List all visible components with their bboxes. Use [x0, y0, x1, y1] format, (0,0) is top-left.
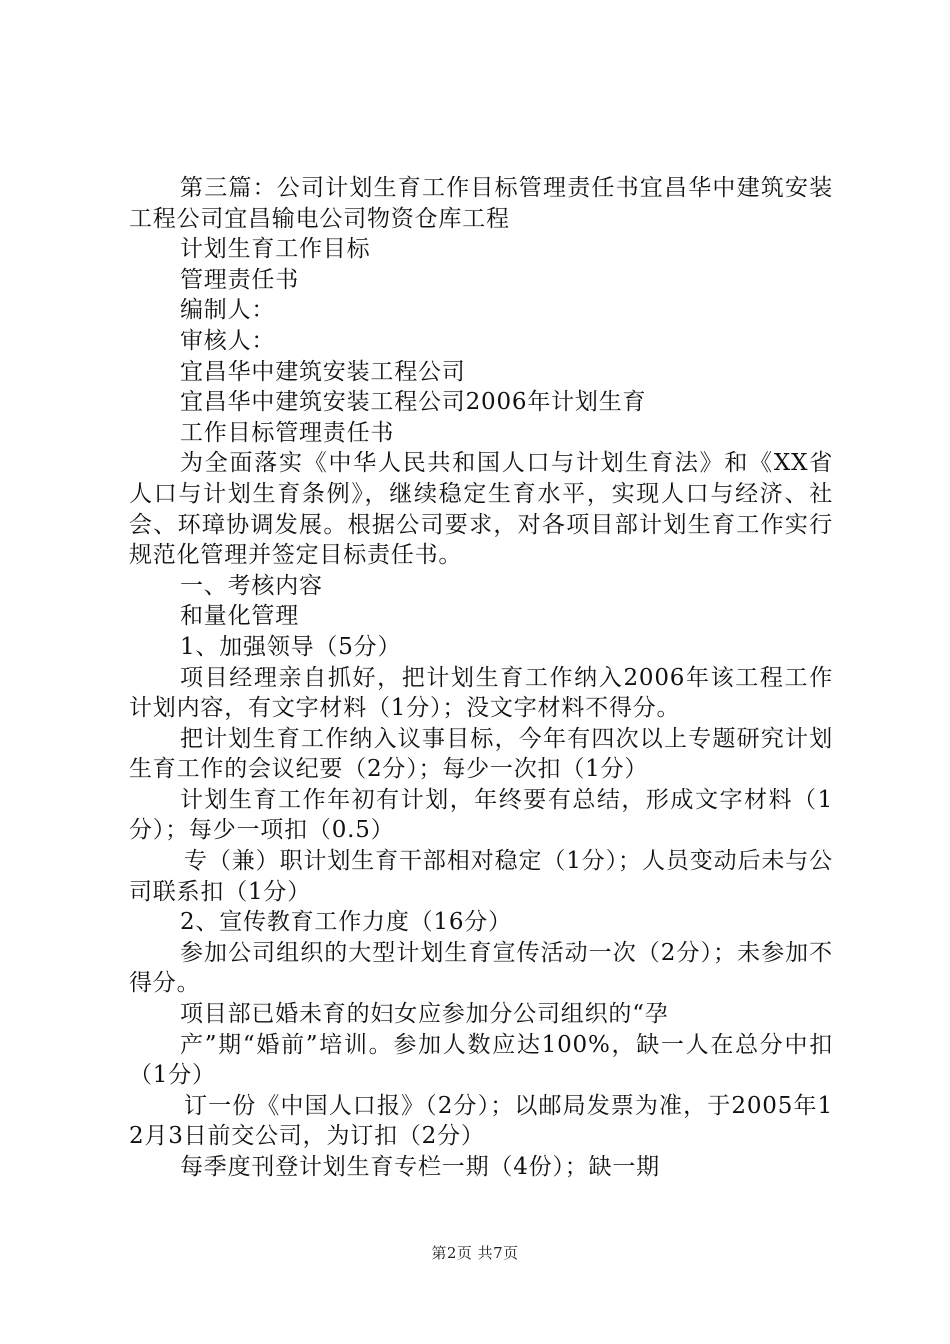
paragraph-editor: 编制人：: [180, 297, 276, 324]
paragraph-intro: 为全面落实《中华人民共和国人口与计划生育法》和《XX省人口与计划生育条例》，继续稳定生育水平，实现人口与经济、社会、环璋协调发展。根据公司要求，对各项目部计划生育工作实行规范化管理并签定目标责任书。: [129, 450, 833, 569]
paragraph-section-1-cont: 和量化管理: [180, 603, 299, 630]
paragraph-section-1: 一、考核内容: [180, 572, 323, 599]
paragraph-item-2-c: 订一份《中国人口报》（2分）；以邮局发票为准，于2005年12月3日前交公司，为订扣（2分）: [129, 1092, 833, 1150]
paragraph-item-2-d: 每季度刊登计划生育专栏一期（4份）；缺一期: [180, 1154, 660, 1180]
paragraph-heading-2: 管理责任书: [180, 266, 299, 293]
paragraph-item-2-b-cont: 产”期“婚前”培训。参加人数应达100%，缺一人在总分中扣（1分）: [129, 1031, 833, 1089]
paragraph-doc-title-2: 工作目标管理责任书: [180, 419, 395, 446]
paragraph-title: 第三篇：公司计划生育工作目标管理责任书宜昌华中建筑安装工程公司宜昌输电公司物资仓库工程: [129, 175, 833, 232]
document-body: [129, 173, 833, 1183]
paragraph-item-1: 1、加强领导（5分）: [180, 633, 402, 660]
paragraph-company: 宜昌华中建筑安装工程公司: [180, 358, 466, 385]
paragraph-item-2: 2、宣传教育工作力度（16分）: [180, 909, 512, 936]
paragraph-item-2-b: 项目部已婚未育的妇女应参加分公司组织的“孕: [180, 1001, 669, 1028]
paragraph-heading-1: 计划生育工作目标: [180, 236, 371, 263]
paragraph-item-1-c: 计划生育工作年初有计划，年终要有总结，形成文字材料（1分）；每少一项扣（0.5）: [129, 786, 833, 844]
paragraph-item-1-b: 把计划生育工作纳入议事目标，今年有四次以上专题研究计划生育工作的会议纪要（2分）；每少一次扣（1分）: [129, 725, 833, 783]
paragraph-item-2-a: 参加公司组织的大型计划生育宣传活动一次（2分）；未参加不得分。: [129, 939, 833, 997]
paragraph-item-1-d: 专（兼）职计划生育干部相对稳定（1分）；人员变动后未与公司联系扣（1分）: [129, 848, 833, 905]
paragraph-doc-title-1: 宜昌华中建筑安装工程公司2006年计划生育: [180, 389, 647, 416]
paragraph-reviewer: 审核人：: [180, 327, 276, 354]
page-number: 第2页 共7页: [431, 1244, 519, 1262]
paragraph-item-1-a: 项目经理亲自抓好，把计划生育工作纳入2006年该工程工作计划内容，有文字材料（1分）；没文字材料不得分。: [129, 664, 833, 722]
